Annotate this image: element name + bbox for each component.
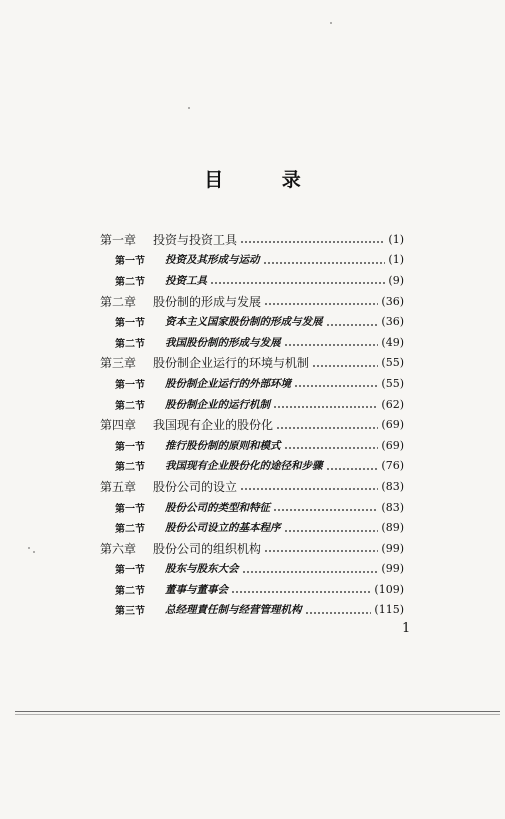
toc-entry-page: (83) xyxy=(381,479,404,493)
leader-dots xyxy=(240,241,385,243)
toc-entry-title: 股份公司设立的基本程序 xyxy=(165,522,281,535)
toc-entry-number: 第一章 xyxy=(100,232,137,247)
toc-entry-title: 股份公司的设立 xyxy=(153,479,238,494)
leader-dots xyxy=(264,303,378,305)
toc-entry-page: (36) xyxy=(381,294,404,308)
toc-section-entry xyxy=(100,456,404,477)
toc-section-entry xyxy=(100,497,404,518)
scan-speck xyxy=(188,107,190,109)
toc-section-entry xyxy=(100,600,404,621)
leader-dots xyxy=(273,509,378,511)
leader-dots xyxy=(273,406,378,408)
toc-entry-title: 股份制企业的运行机制 xyxy=(165,398,270,411)
toc-entry-title: 股份制企业运行的外部环境 xyxy=(165,377,291,390)
table-of-contents xyxy=(100,229,404,620)
leader-dots xyxy=(284,344,379,346)
toc-entry-page: (76) xyxy=(381,459,404,473)
toc-section-entry xyxy=(100,579,404,600)
toc-entry-number: 第四章 xyxy=(100,418,137,433)
leader-dots xyxy=(284,530,379,532)
scan-speck xyxy=(33,551,35,553)
toc-entry-number: 第三章 xyxy=(100,356,137,371)
toc-section-entry xyxy=(100,394,404,415)
toc-section-entry xyxy=(100,270,404,291)
toc-entry-number: 第二节 xyxy=(115,276,145,288)
toc-entry-page: (115) xyxy=(374,603,404,617)
leader-dots xyxy=(312,365,378,367)
toc-entry-title: 我国现有企业股份化的途径和步骤 xyxy=(165,460,323,473)
toc-entry-number: 第二章 xyxy=(100,294,137,309)
leader-dots xyxy=(210,282,385,284)
toc-entry-title: 投资工具 xyxy=(165,274,207,287)
toc-entry-page: (109) xyxy=(374,582,404,596)
leader-dots xyxy=(294,385,378,387)
toc-entry-number: 第六章 xyxy=(100,541,137,556)
toc-entry-page: (99) xyxy=(381,541,404,555)
toc-entry-title: 股份公司的组织机构 xyxy=(153,541,262,556)
toc-entry-number: 第二节 xyxy=(115,585,145,597)
page-title: 目 录 xyxy=(204,169,327,191)
toc-chapter-entry xyxy=(100,476,404,497)
toc-section-entry xyxy=(100,332,404,353)
leader-dots xyxy=(276,427,378,429)
toc-entry-page: (1) xyxy=(388,232,404,246)
toc-entry-title: 股份公司的类型和特征 xyxy=(165,501,270,514)
bottom-rule-shadow xyxy=(15,714,500,715)
toc-section-entry xyxy=(100,559,404,580)
toc-entry-number: 第二节 xyxy=(115,524,145,536)
toc-entry-page: (36) xyxy=(381,315,404,329)
leader-dots xyxy=(305,612,372,614)
leader-dots xyxy=(326,468,379,470)
toc-entry-page: (1) xyxy=(388,253,404,267)
leader-dots xyxy=(326,324,379,326)
toc-entry-number: 第一节 xyxy=(115,256,145,268)
toc-entry-title: 股份制的形成与发展 xyxy=(153,294,262,309)
toc-chapter-entry xyxy=(100,229,404,250)
toc-entry-number: 第二节 xyxy=(115,462,145,474)
toc-chapter-entry xyxy=(100,291,404,312)
toc-section-entry xyxy=(100,373,404,394)
toc-entry-page: (69) xyxy=(381,418,404,432)
toc-section-entry xyxy=(100,250,404,271)
toc-entry-page: (83) xyxy=(381,500,404,514)
leader-dots xyxy=(242,571,379,573)
toc-entry-number: 第一节 xyxy=(115,318,145,330)
leader-dots xyxy=(263,262,386,264)
leader-dots xyxy=(264,550,378,552)
toc-entry-title: 推行股份制的原则和模式 xyxy=(165,439,281,452)
toc-entry-title: 投资与投资工具 xyxy=(153,232,238,247)
toc-entry-page: (89) xyxy=(381,521,404,535)
toc-chapter-entry xyxy=(100,353,404,374)
toc-section-entry xyxy=(100,435,404,456)
toc-entry-number: 第二节 xyxy=(115,400,145,412)
toc-entry-number: 第二节 xyxy=(115,338,145,350)
toc-entry-page: (49) xyxy=(381,335,404,349)
leader-dots xyxy=(284,447,379,449)
toc-entry-title: 我国股份制的形成与发展 xyxy=(165,336,281,349)
toc-entry-title: 股东与股东大会 xyxy=(165,563,239,576)
bottom-rule xyxy=(15,711,500,712)
toc-section-entry xyxy=(100,517,404,538)
toc-chapter-entry xyxy=(100,414,404,435)
leader-dots xyxy=(231,591,371,593)
toc-entry-page: (99) xyxy=(381,562,404,576)
toc-entry-page: (9) xyxy=(388,273,404,287)
toc-section-entry xyxy=(100,311,404,332)
toc-entry-title: 总经理責任制与经营管理机构 xyxy=(165,604,302,617)
toc-entry-page: (69) xyxy=(381,438,404,452)
toc-entry-number: 第一节 xyxy=(115,565,145,577)
toc-entry-number: 第一节 xyxy=(115,503,145,515)
scan-speck xyxy=(28,547,30,549)
toc-entry-page: (62) xyxy=(381,397,404,411)
toc-entry-title: 投资及其形成与运动 xyxy=(165,254,260,267)
toc-entry-title: 董事与董事会 xyxy=(165,583,228,596)
toc-entry-page: (55) xyxy=(381,376,404,390)
toc-entry-number: 第一节 xyxy=(115,379,145,391)
toc-entry-number: 第五章 xyxy=(100,479,137,494)
toc-entry-title: 我国现有企业的股份化 xyxy=(153,418,274,433)
leader-dots xyxy=(240,488,378,490)
toc-entry-number: 第三节 xyxy=(115,606,145,618)
toc-chapter-entry xyxy=(100,538,404,559)
page-number: 1 xyxy=(402,621,411,636)
scan-speck xyxy=(330,22,332,24)
toc-entry-title: 股份制企业运行的环境与机制 xyxy=(153,356,310,371)
toc-entry-number: 第一节 xyxy=(115,441,145,453)
toc-entry-title: 资本主义国家股份制的形成与发展 xyxy=(165,316,323,329)
toc-entry-page: (55) xyxy=(381,356,404,370)
